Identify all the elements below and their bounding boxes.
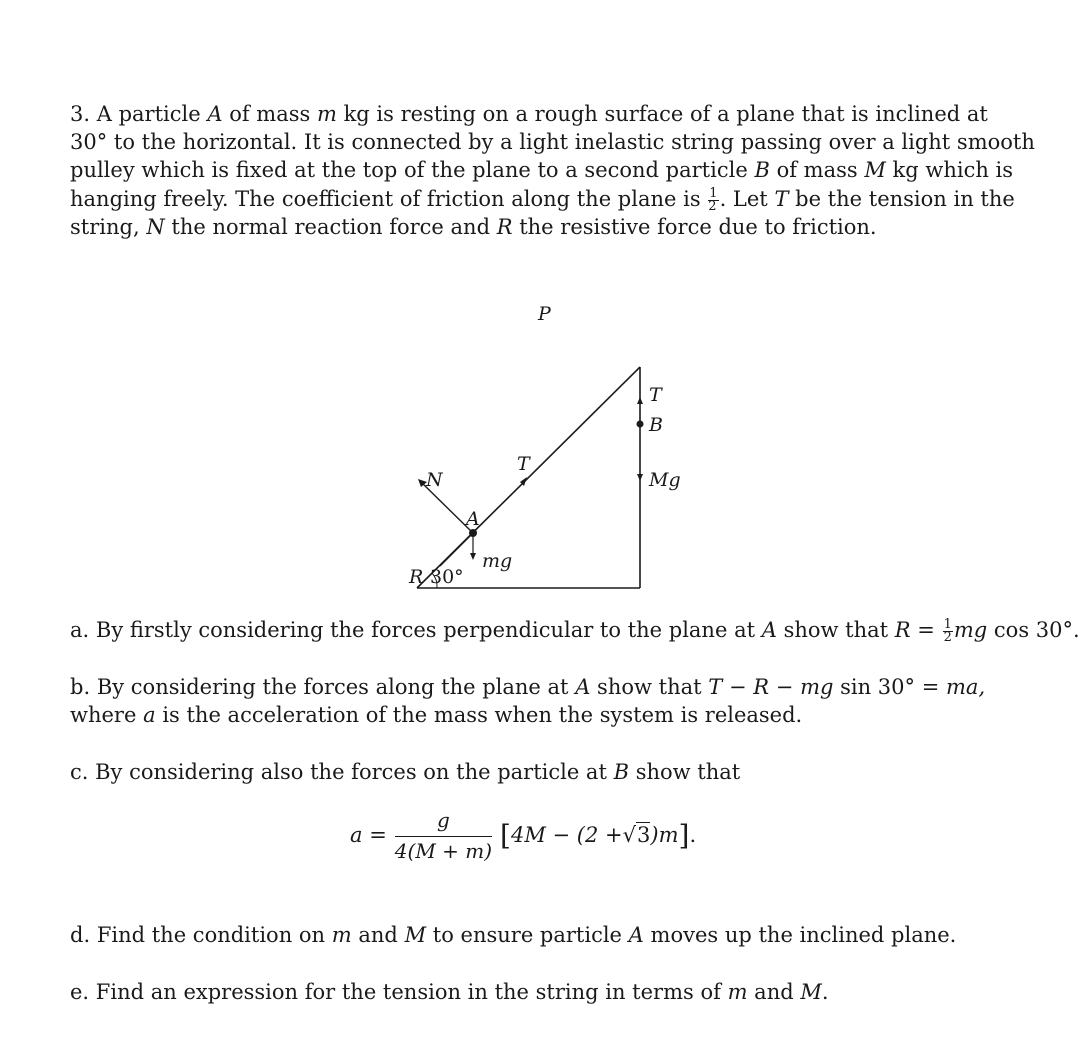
weight-a-arrowhead: [470, 553, 476, 560]
weight-b-arrowhead: [637, 474, 643, 481]
label-tension-b: T: [649, 384, 662, 406]
label-normal-force: N: [426, 469, 443, 491]
intro-line-3: pulley which is fixed at the top of the plane to a second particle B of mass M kg which is: [70, 158, 1014, 183]
intro-line-4: hanging freely. The coefficient of friction along the plane is $\frac{1}{2}$ . Let T be the tension in the: [70, 185, 1015, 214]
intro-line-5: string, N the normal reaction force and R the resistive force due to friction.: [70, 214, 877, 239]
part-c-line: c. By considering also the forces on the particle at B show that: [70, 760, 741, 784]
intro-line-1: 3. A particle A of mass m kg is resting on a rough surface of a plane that is inclined at: [70, 102, 988, 126]
equation-right-bracket: ]: [678, 818, 690, 852]
part-a: [70, 616, 1080, 645]
part-d-line: d. Find the condition on m and M to ensure particle A moves up the inclined plane.: [70, 923, 957, 947]
part-b: [70, 673, 985, 729]
part-b-line-2: where a is the acceleration of the mass when the system is released.: [70, 703, 803, 728]
label-particle-b: B: [649, 414, 663, 436]
equation-lhs: a =: [350, 823, 387, 847]
equation-left-bracket: [: [500, 818, 511, 852]
part-b-line-1: b. By considering the forces along the plane at A show that T − R − mg sin 30° = ma,: [70, 675, 986, 699]
label-weight-b: Mg: [649, 469, 681, 491]
equation-end: .: [689, 823, 697, 847]
equation-sqrt: √3: [622, 823, 651, 847]
part-a-line: a. By firstly considering the forces perpendicular to the plane at A show that R = $\frac{1}{2}$ mg cos 30°.: [70, 617, 1080, 645]
part-a-fraction: $\frac{1}{2}$: [943, 617, 952, 645]
label-friction: R: [409, 566, 424, 588]
part-d: [70, 921, 985, 949]
label-weight-a: mg: [482, 550, 513, 572]
equation-fraction: $\frac{g}{4(M + m)}$: [394, 807, 493, 863]
friction-force-arrow: [440, 533, 473, 566]
label-particle-a: A: [466, 508, 480, 530]
equation-body-1: 4M − (2 +: [510, 823, 623, 847]
part-e: [70, 978, 985, 1006]
label-tension-slope: T: [517, 453, 530, 475]
friction-coefficient-fraction: $\frac{1}{2}$: [708, 185, 718, 214]
label-angle: 30°: [430, 566, 464, 588]
acceleration-equation: [350, 805, 696, 865]
particle-b: [637, 421, 644, 428]
part-e-line: e. Find an expression for the tension in the string in terms of m and M.: [70, 980, 829, 1004]
label-pulley-p: P: [538, 303, 551, 325]
tension-b-arrowhead: [637, 397, 643, 404]
equation-body-2: )m: [650, 823, 679, 847]
intro-line-2: 30° to the horizontal. It is connected by a light inelastic string passing over a light smooth: [70, 130, 1035, 155]
part-c: [70, 758, 985, 786]
